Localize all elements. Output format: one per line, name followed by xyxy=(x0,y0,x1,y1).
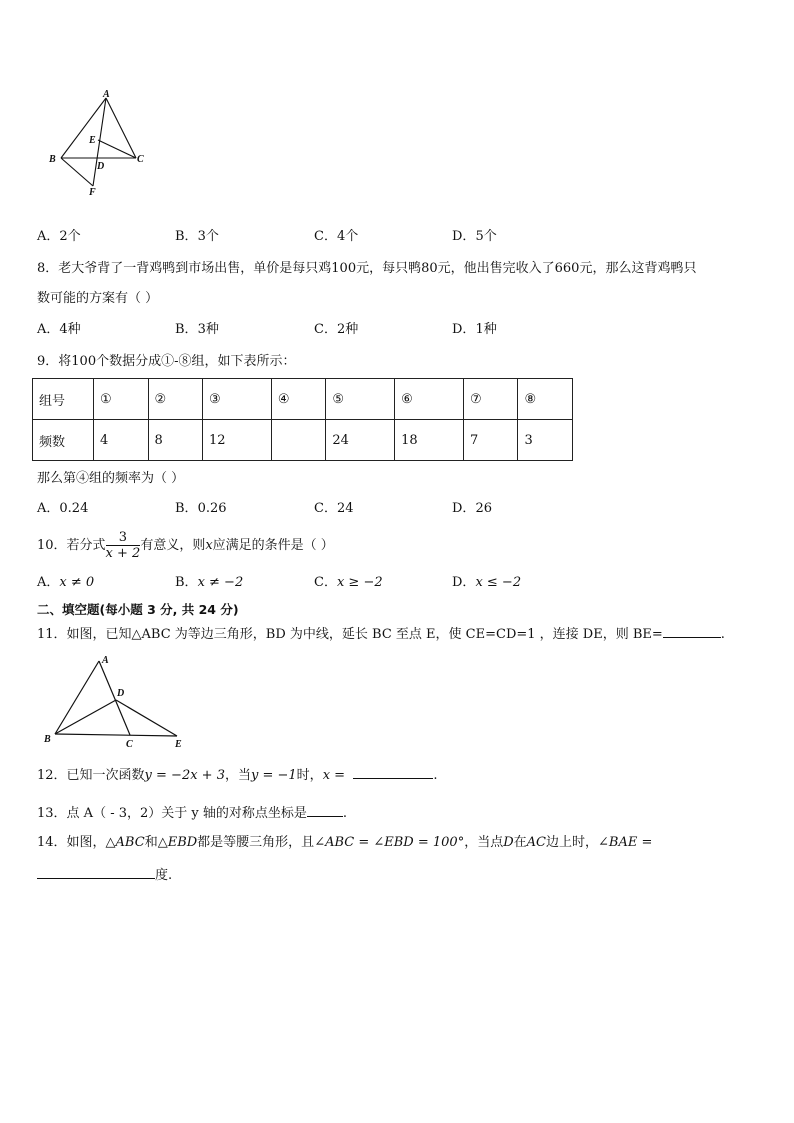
q9-frequency-table xyxy=(32,378,573,461)
q10-option-d: D．x ≤ −2 xyxy=(452,575,522,590)
table-cell-group: ⑥ xyxy=(395,379,464,420)
q10-option-b: B．x ≠ −2 xyxy=(175,575,244,590)
q14-answer-line: 度. xyxy=(37,867,172,884)
q7-label-d: D xyxy=(97,161,105,172)
q8-option-d: D．1种 xyxy=(452,322,497,337)
q9-option-c: C．24 xyxy=(314,501,354,516)
table-cell-group: ④ xyxy=(271,379,326,420)
q7-label-a: A xyxy=(103,89,110,100)
q7-option-c: C．4个 xyxy=(314,229,359,244)
table-cell-freq: 12 xyxy=(203,420,272,461)
q8-stem-line2: 数可能的方案有（ ） xyxy=(37,291,159,306)
q11-stem: 11．如图，已知△ABC 为等边三角形，BD 为中线，延长 BC 至点 E，使 CE=CD=1 ，连接 DE，则 BE= . xyxy=(37,627,725,642)
q8-stem-line1: 8．老大爷背了一背鸡鸭到市场出售，单价是每只鸡100元，每只鸭80元，他出售完收入了660元，那么这背鸡鸭只 xyxy=(37,261,697,276)
q10-fraction: $\frac{3}{x + 2}$ xyxy=(105,530,141,561)
q11-segment-bd xyxy=(55,700,116,734)
q11-triangle-figure xyxy=(38,652,193,752)
q7-option-d: D．5个 xyxy=(452,229,497,244)
q14-answer-blank[interactable] xyxy=(37,867,155,879)
q11-segment-be xyxy=(55,734,177,736)
table-cell-freq: 8 xyxy=(148,420,203,461)
q11-edge-ac xyxy=(99,661,130,735)
q11-label-b: B xyxy=(44,734,51,745)
q7-segment-ec xyxy=(98,140,136,158)
q7-edge-ab xyxy=(61,98,106,158)
table-cell-freq: 4 xyxy=(94,420,149,461)
q12-answer-blank[interactable] xyxy=(353,767,433,779)
q7-label-b: B xyxy=(49,154,56,165)
table-row xyxy=(33,420,573,461)
q14-stem: 14．如图，△ABC和△EBD都是等腰三角形，且∠ABC = ∠EBD = 100°，当点D在AC边上时，∠BAE = xyxy=(37,835,653,850)
q11-edge-ab xyxy=(55,661,99,734)
q8-option-a: A．4种 xyxy=(37,322,81,337)
q13-answer-blank[interactable] xyxy=(307,805,343,817)
table-cell-freq: 18 xyxy=(395,420,464,461)
q11-label-e: E xyxy=(175,739,182,750)
table-cell-freq: 3 xyxy=(518,420,573,461)
q9-question: 那么第④组的频率为（ ） xyxy=(37,471,185,486)
q7-label-f: F xyxy=(89,187,96,198)
table-cell-group: ⑧ xyxy=(518,379,573,420)
q10-stem: 10．若分式 $\frac{3}{x + 2}$ 有意义，则x应满足的条件是（ ） xyxy=(37,530,334,561)
q7-triangle-figure xyxy=(44,88,154,198)
q13-stem: 13．点 A（ - 3，2）关于 y 轴的对称点坐标是 . xyxy=(37,806,348,821)
q11-segment-de xyxy=(116,700,177,736)
q9-option-b: B．0.26 xyxy=(175,501,227,516)
q8-option-b: B．3种 xyxy=(175,322,219,337)
q9-option-d: D．26 xyxy=(452,501,492,516)
q9-option-a: A．0.24 xyxy=(37,501,89,516)
q11-answer-blank[interactable] xyxy=(663,626,721,638)
table-cell-freq: 7 xyxy=(463,420,518,461)
q10-option-a: A．x ≠ 0 xyxy=(37,575,95,590)
table-row-label: 频数 xyxy=(33,420,94,461)
table-cell-group: ① xyxy=(94,379,149,420)
q7-label-c: C xyxy=(137,154,144,165)
section-heading-fill-in: 二、填空题(每小题 3 分, 共 24 分) xyxy=(37,602,239,617)
q7-edge-ac xyxy=(106,98,136,158)
table-header-label: 组号 xyxy=(33,379,94,420)
table-cell-group: ② xyxy=(148,379,203,420)
table-cell-group: ⑤ xyxy=(326,379,395,420)
table-cell-freq: 24 xyxy=(326,420,395,461)
q7-segment-bf xyxy=(61,158,93,186)
table-cell-group: ③ xyxy=(203,379,272,420)
q10-option-c: C．x ≥ −2 xyxy=(314,575,383,590)
q11-label-c: C xyxy=(126,739,133,750)
q11-label-d: D xyxy=(117,688,125,699)
q7-option-a: A．2个 xyxy=(37,229,81,244)
table-cell-freq xyxy=(271,420,326,461)
q8-option-c: C．2种 xyxy=(314,322,359,337)
table-row xyxy=(33,379,573,420)
q7-option-b: B．3个 xyxy=(175,229,219,244)
table-cell-group: ⑦ xyxy=(463,379,518,420)
q7-label-e: E xyxy=(89,135,96,146)
q11-label-a: A xyxy=(102,655,109,666)
q9-stem: 9．将100个数据分成①-⑧组，如下表所示： xyxy=(37,354,296,369)
q12-stem: 12．已知一次函数y = −2x + 3，当y = −1时，x = . xyxy=(37,768,438,783)
